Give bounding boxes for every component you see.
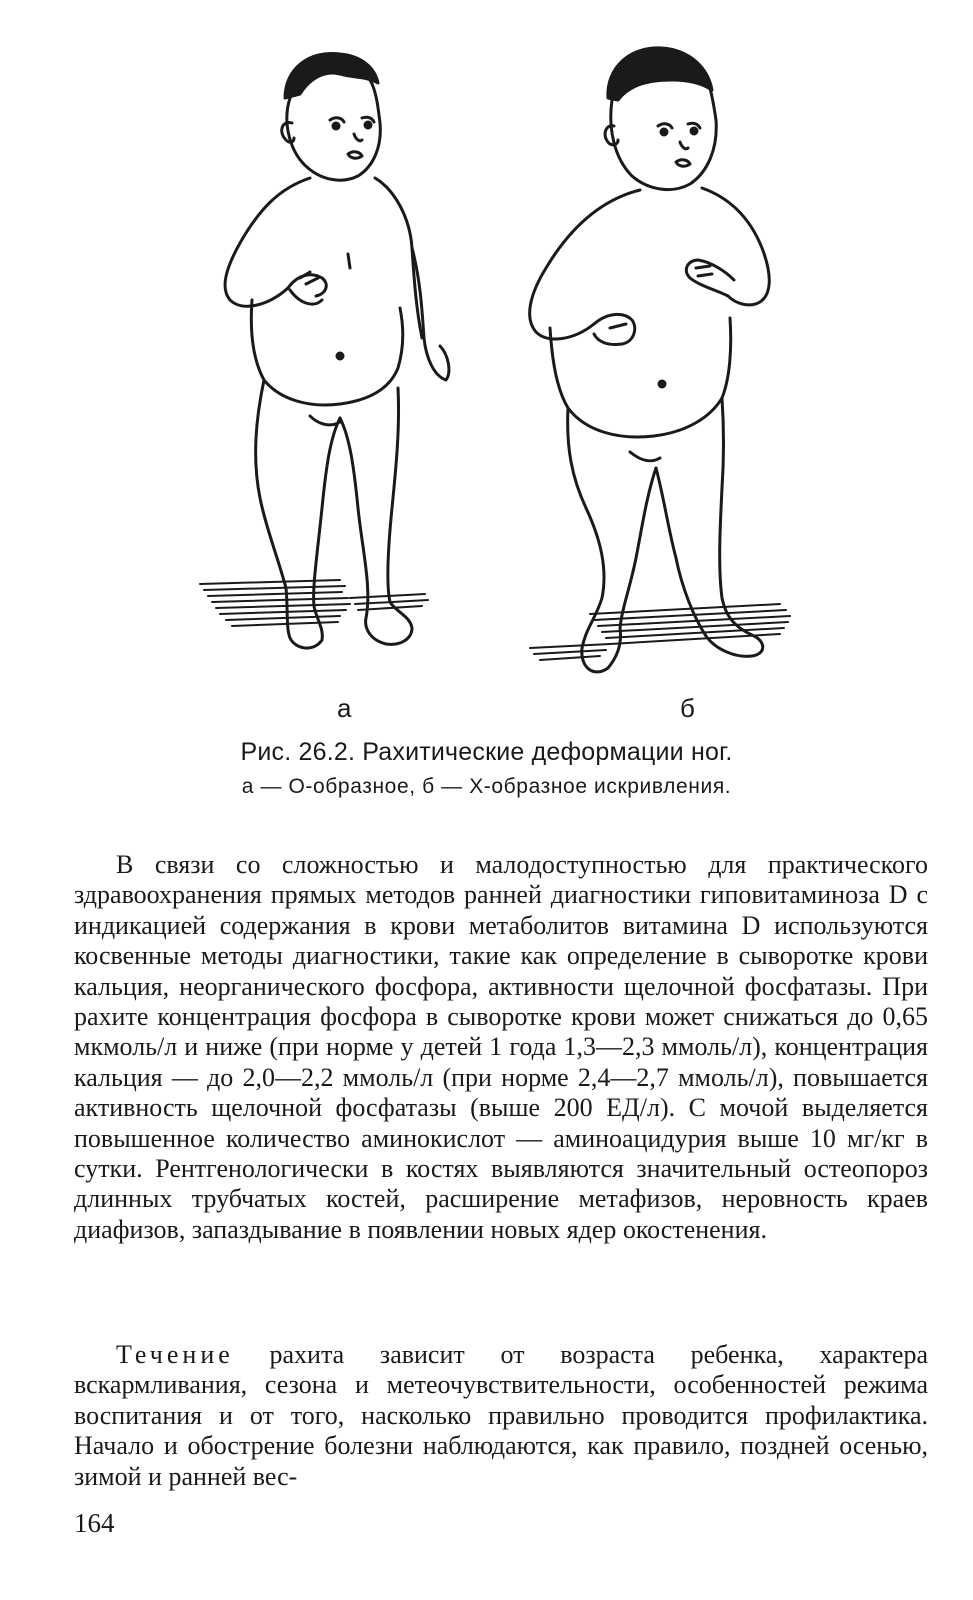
paragraph-course-heading: Течение [116, 1340, 234, 1369]
figure-caption-subtitle: а — О-образное, б — Х-образное искривления. [241, 775, 732, 798]
figure-illustration [190, 28, 810, 728]
page-number: 164 [74, 1508, 115, 1538]
child-b-drawing [530, 48, 790, 672]
figure-label-b: б [680, 693, 695, 723]
child-a-drawing [200, 53, 449, 648]
paragraph-course-text: рахита зависит от возраста ребенка, характера вскармливания, сезона и метеочувствительности, особенностей режима воспитания и от того, насколько правильно проводится профилактика. Начало и обострение болезни наблюдаются, как правило, поздней осенью, зимой и ранней вес- [74, 1340, 928, 1491]
figure-label-a: а [337, 693, 352, 723]
child-figures-illustration [190, 28, 810, 728]
figure-caption-title: Рис. 26.2. Рахитические деформации ног. [240, 738, 733, 766]
paragraph-diagnostics: В связи со сложностью и малодоступностью для практического здравоохранения прямых методов ранней диагностики гиповитаминоза D с индикацией содержания в крови метаболитов витамина D используются косвенные методы диагностики, такие как определение в сыворотке крови кальция, неорганического фосфора, активности щелочной фосфатазы. При рахите концентрация фосфора в сыворотке крови может снижаться до 0,65 мкмоль/л и ниже (при норме у детей 1 года 1,3—2,3 ммоль/л), концентрация кальция — до 2,0—2,2 ммоль/л (при норме 2,4—2,7 ммоль/л), повышается активность щелочной фосфатазы (выше 200 ЕД/л). С мочой выделяется повышенное количество аминокислот — аминоацидурия выше 10 мг/кг в сутки. Рентгенологически в костях выявляются значительный остеопороз длинных трубчатых костей, расширение метафизов, неровность краев диафизов, запаздывание в появлении новых ядер окостенения. [74, 850, 928, 1244]
paragraph-course [74, 1340, 928, 1492]
